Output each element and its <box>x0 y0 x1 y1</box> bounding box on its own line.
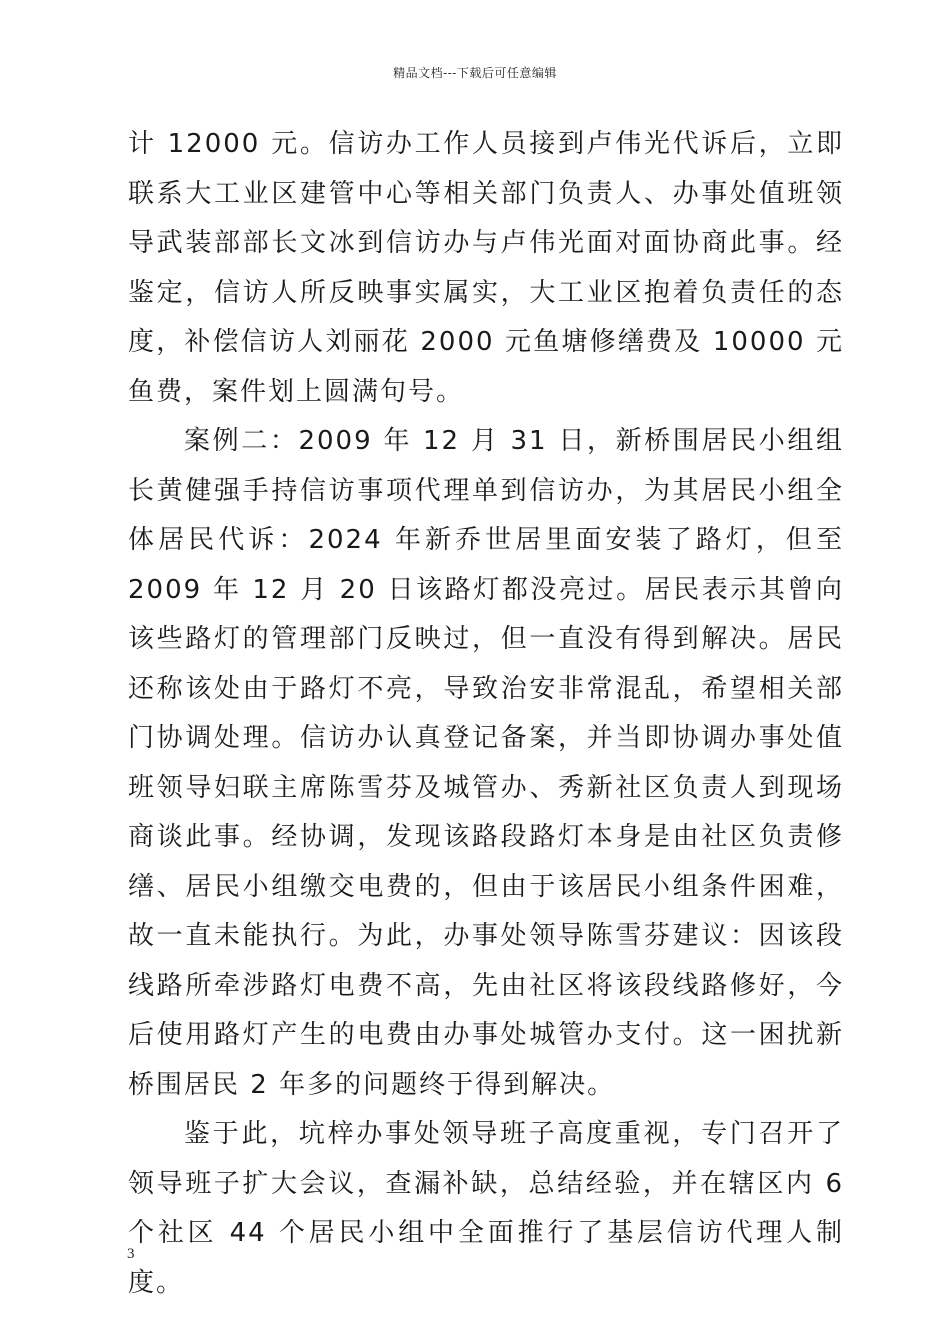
paragraph-case-two: 案例二：2009 年 12 月 31 日，新桥围居民小组组长黄健强手持信访事项代理单到信访办，为其居民小组全体居民代诉：2024 年新乔世居里面安装了路灯，但至 2009 年 12 月 20 日该路灯都没亮过。居民表示其曾向该些路灯的管理部门反映过，但一直没有得到解决。居民还称该处由于路灯不亮，导致治安非常混乱，希望相关部门协调处理。信访办认真登记备案，并当即协调办事处值班领导妇联主席陈雪芬及城管办、秀新社区负责人到现场商谈此事。经协调，发现该路段路灯本身是由社区负责修缮、居民小组缴交电费的，但由于该居民小组条件困难，故一直未能执行。为此，办事处领导陈雪芬建议：因该段线路所牵涉路灯电费不高，先由社区将该段线路修好，今后使用路灯产生的电费由办事处城管办支付。这一困扰新桥围居民 2 年多的问题终于得到解决。 <box>128 426 844 1100</box>
page-number: 3 <box>127 1246 135 1262</box>
document-body <box>128 120 844 1308</box>
page-header: 精品文档---下载后可任意编辑 <box>393 66 557 80</box>
paragraph-continuation: 计 12000 元。信访办工作人员接到卢伟光代诉后，立即联系大工业区建管中心等相关部门负责人、办事处值班领导武装部部长文冰到信访办与卢伟光面对面协商此事。经鉴定，信访人所反映事实属实，大工业区抱着负责任的态度，补偿信访人刘丽花 2000 元鱼塘修缮费及 10000 元鱼费，案件划上圆满句号。 <box>128 129 844 407</box>
paragraph-conclusion: 鉴于此，坑梓办事处领导班子高度重视，专门召开了领导班子扩大会议，查漏补缺，总结经验，并在辖区内 6 个社区 44 个居民小组中全面推行了基层信访代理人制度。 <box>128 1119 844 1298</box>
